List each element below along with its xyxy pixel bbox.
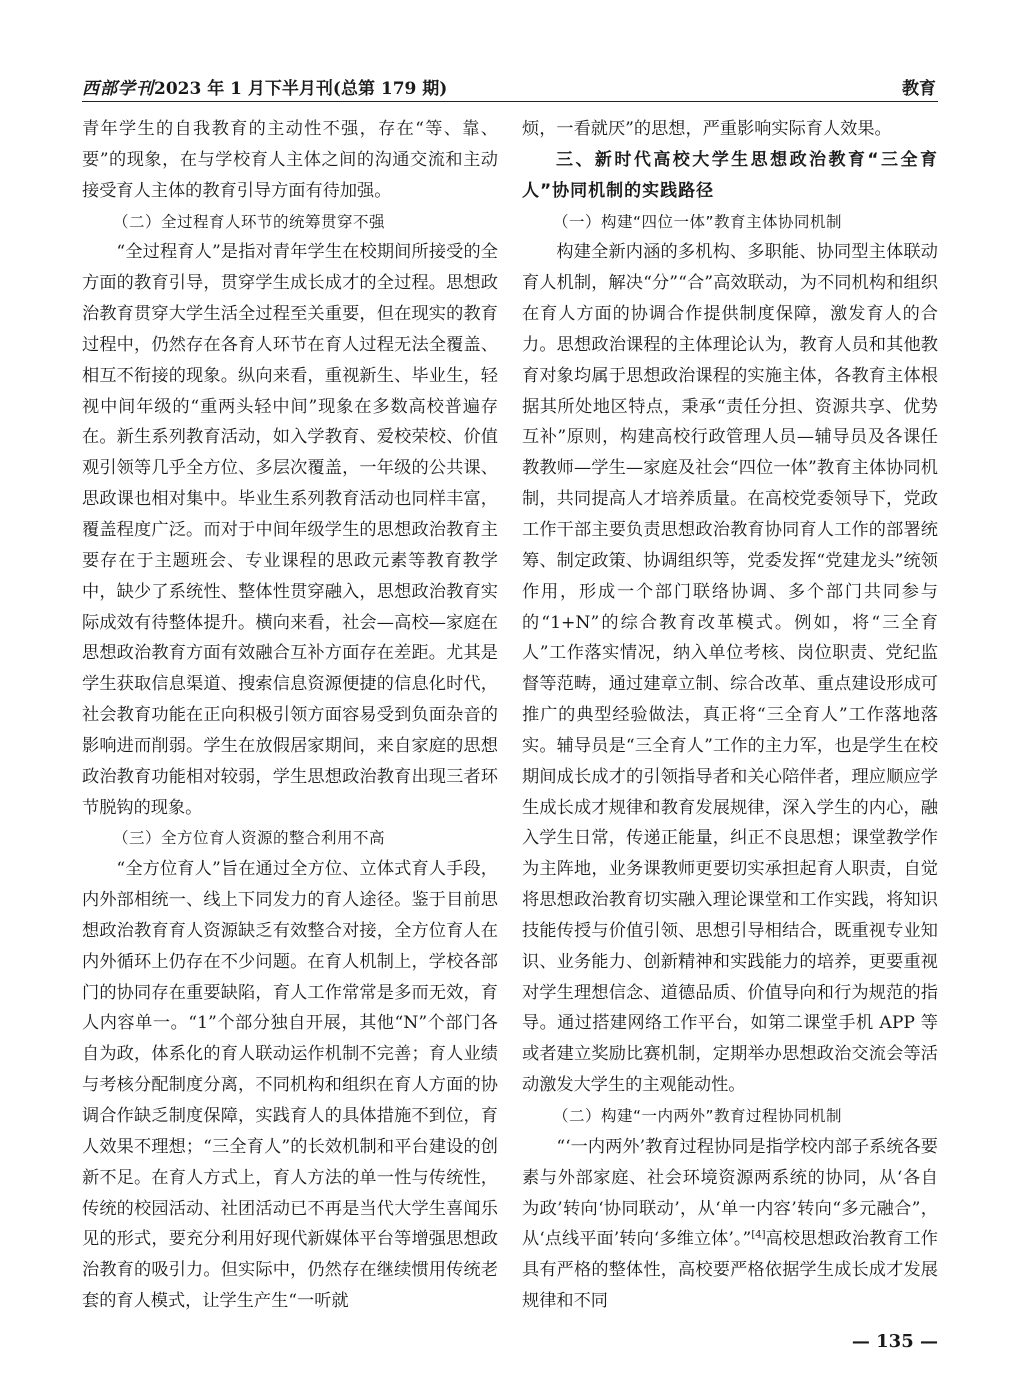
- subsection-heading: （三）全方位育人资源的整合利用不高: [113, 829, 386, 848]
- header-rule: [82, 101, 938, 102]
- paragraph: “全方位育人”旨在通过全方位、立体式育人手段，内外部相统一、线上下同发力的育人途径。鉴于目前思想政治教育育人资源缺乏有效整合对接，全方位育人在内外循环上仍存在不少问题。在育人机制上，学校各部门的协同存在重要缺陷，育人工作常常是多而无效，育人内容单一。“1”个部分独自开展，其他“N”个部门各自为政，体系化的育人联动运作机制不完善；育人业绩与考核分配制度分离，不同机构和组织在育人方面的协调合作缺乏制度保障，实践育人的具体措施不到位，育人效果不理想；“三全育人”的长效机制和平台建设的创新不足。在育人方式上，育人方法的单一性与传统性，传统的校园活动、社团活动已不再是当代大学生喜闻乐见的形式，要充分利用好现代新媒体平台等增强思想政治教育的吸引力。但实际中，仍然存在继续惯用传统老套的育人模式，让学生产生“一听就: [82, 859, 498, 1312]
- right-column: [522, 114, 938, 1317]
- journal-title: [82, 74, 447, 99]
- journal-issue: 2023 年 1 月下半月刊(总第 179 期): [154, 79, 448, 99]
- quote-text: “‘一内两外’教育过程协同是指学校内部子系统各要素与外部家庭、社会环境资源两系统的协同，从‘各自为政’转向‘协同联动’，从‘单一内容’转向“多元融合”，从‘点线平面’转向‘多维立体’。”: [522, 1136, 938, 1250]
- running-header: [82, 70, 938, 100]
- section-label: 教育: [902, 79, 936, 99]
- subsection-heading: （一）构建“四位一体”教育主体协同机制: [553, 212, 843, 231]
- subsection-heading: （二）全过程育人环节的统筹贯穿不强: [113, 212, 386, 231]
- section-heading: 三、新时代高校大学生思想政治教育“三全育人”协同机制的实践路径: [522, 149, 938, 201]
- journal-logo: 西部学刊: [82, 79, 154, 99]
- paragraph: 青年学生的自我教育的主动性不强，存在“等、靠、要”的现象，在与学校育人主体之间的沟通交流和主动接受育人主体的教育引导方面有待加强。: [82, 119, 498, 201]
- citation-ref: [4]: [751, 1229, 766, 1241]
- subsection-heading: （二）构建“一内两外”教育过程协同机制: [553, 1107, 843, 1125]
- paragraph-with-citation: [522, 1132, 938, 1317]
- paragraph: 构建全新内涵的多机构、多职能、协同型主体联动育人机制，解决“分”“合”高效联动，为不同机构和组织在育人方面的协调合作提供制度保障，激发育人的合力。思想政治课程的主体理论认为，教育人员和其他教育对象均属于思想政治课程的实施主体，各教育主体根据其所处地区特点，秉承“责任分担、资源共享、优势互补”原则，构建高校行政管理人员—辅导员及各课任教教师—学生—家庭及社会“四位一体”教育主体协同机制，共同提高人才培养质量。在高校党委领导下，党政工作干部主要负责思想政治教育协同育人工作的部署统筹、制定政策、协调组织等，党委发挥“党建龙头”统领作用，形成一个部门联络协调、多个部门共同参与的“1+N”的综合教育改革模式。例如，将“三全育人”工作落实情况，纳入单位考核、岗位职责、党纪监督等范畴，通过建章立制、综合改革、重点建设形成可推广的典型经验做法，真正将“三全育人”工作落地落实。辅导员是“三全育人”工作的主力军，也是学生在校期间成长成才的引领指导者和关心陪伴者，理应顺应学生成长成才规律和教育发展规律，深入学生的内心，融入学生日常，传递正能量，纠正不良思想；课堂教学作为主阵地，业务课教师更要切实承担起育人职责，自觉将思想政治教育切实融入理论课堂和工作实践，将知识技能传授与价值引领、思想引导相结合，既重视专业知识、业务能力、创新精神和实践能力的培养，更要重视对学生理想信念、道德品质、价值导向和行为规范的指导。通过搭建网络工作平台，如第二课堂手机 APP 等或者建立奖励比赛机制，定期举办思想政治交流会等活动激发大学生的主观能动性。: [522, 242, 938, 1096]
- page-number: — 135 —: [851, 1331, 938, 1352]
- paragraph-text: 高校思想政治教育工作具有严格的整体性，高校要严格依据学生成长成才发展规律和不同: [522, 1229, 938, 1312]
- paragraph: “全过程育人”是指对青年学生在校期间所接受的全方面的教育引导，贯穿学生成长成才的全过程。思想政治教育贯穿大学生活全过程至关重要，但在现实的教育过程中，仍然存在各育人环节在育人过程无法全覆盖、相互不衔接的现象。纵向来看，重视新生、毕业生，轻视中间年级的“重两头轻中间”现象在多数高校普遍存在。新生系列教育活动，如入学教育、爱校荣校、价值观引领等几乎全方位、多层次覆盖，一年级的公共课、思政课也相对集中。毕业生系列教育活动也同样丰富，覆盖程度广泛。而对于中间年级学生的思想政治教育主要存在于主题班会、专业课程的思政元素等教育教学中，缺少了系统性、整体性贯穿融入，思想政治教育实际成效有待整体提升。横向来看，社会—高校—家庭在思想政治教育方面有效融合互补方面存在差距。尤其是学生获取信息渠道、搜索信息资源便捷的信息化时代，社会教育功能在正向积极引领方面容易受到负面杂音的影响进而削弱。学生在放假居家期间，来自家庭的思想政治教育功能相对较弱，学生思想政治教育出现三者环节脱钩的现象。: [82, 242, 498, 818]
- paragraph: 烦，一看就厌”的思想，严重影响实际育人效果。: [522, 119, 892, 139]
- left-column: [82, 114, 498, 1317]
